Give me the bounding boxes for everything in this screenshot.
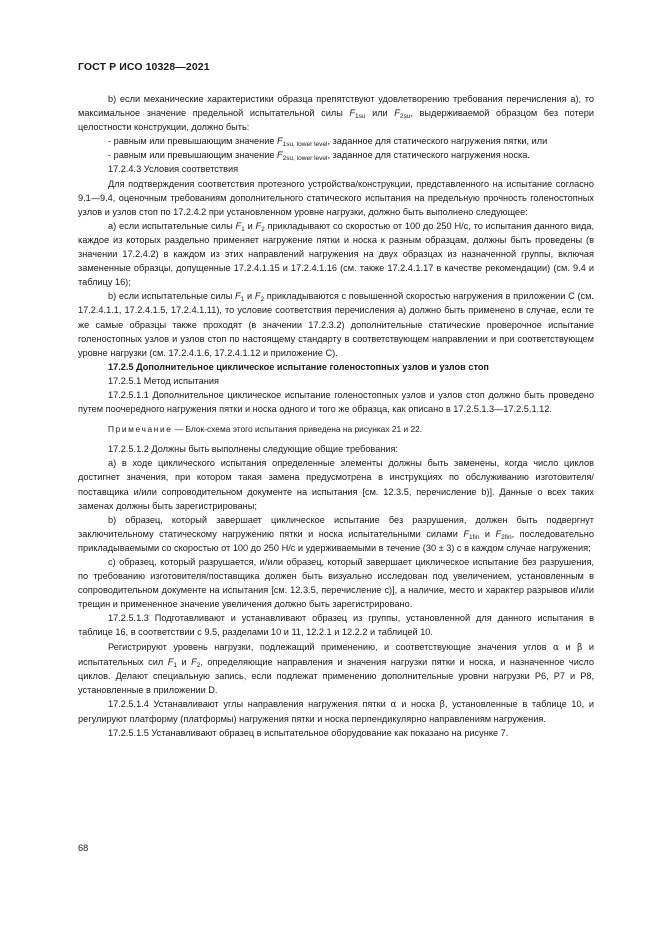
paragraph: b) если механические характеристики образца препятствуют удовлетворению требования перечисления а), то максимальное значение предельной испытательной силы $F_{1su}$ или $F_{2su}$, выдерживаемой образцом без потери целостности конструкции, должно быть: <box>78 94 594 133</box>
paragraph: а) если испытательные силы $F_1$ и $F_2$ прикладывают со скоростью от 100 до 250 Н/с, то испытания данного вида, каждое из которых раздельно применяет нагружение пятки и носка к разным образцам, должны быть проведены (в значении 17.2.4.2) в каждом из этих направлений нагружения на двух образцах из назначенной группы, включая замененные образцы, допущенные 17.2.4.1.15 и 17.2.4.1.16 (см. также 17.2.4.1.17 в качестве рекомендации) (см. 9.4 и таблицу 16); <box>78 220 594 288</box>
paragraph: с) образец, который разрушается, и/или образец, который завершает циклическое испытание без разрушения, по требованию изготовителя/поставщика должен быть визуально исследован под увеличением, установленным в сопроводительном документе на испытания [см. 12.3.5, перечисление с)], а наличие, место и характер разрывов и/или трещин и примененное значение увеличения должно быть зарегистрировано. <box>78 557 594 610</box>
document-header: ГОСТ Р ИСО 10328—2021 <box>78 61 210 73</box>
page-content <box>78 92 594 740</box>
page-number: 68 <box>78 843 89 853</box>
paragraph: а) в ходе циклического испытания определенные элементы должны быть заменены, когда число циклов достигнет значения, при котором такая замена предусмотрена в инструкциях по обслуживанию изготовителя/поставщика и/или сопроводительном документе на испытания [см. 12.3.5, перечисление b)]. Данные о всех таких заменах должны быть зарегистрированы; <box>78 458 594 511</box>
paragraph: 17.2.5.1.1 Дополнительное циклическое испытание голеностопных узлов и узлов стоп должно быть проведено путем поочередного нагружения пятки и носка одного и того же образца, как описано в 17.2.5.1.3—17.2.5.1.12. <box>78 389 594 415</box>
paragraph: b) если испытательные силы $F_1$ и $F_2$ прикладываются с повышенной скоростью нагружения в приложении С (см. 17.2.4.1.1, 17.2.4.1.5, 17.2.4.1.11), то условие соответствия перечисления а) должно быть применено в случае, если те же самые образцы также проходят (в значении 17.2.3.2) дополнительные статические проверочное испытание голеностопных узлов и узлов стоп по настоящему стандарту в соответствующем направлении и при соответствующем уровне нагрузки (см. 17.2.4.1.6, 17.2.4.1.12 и приложение С). <box>78 291 594 358</box>
paragraph: Регистрируют уровень нагрузки, подлежащий применению, и соответствующие значения углов α и β и испытательных сил $F_1$ и $F_2$, определяющие направления и значения нагрузки пятки и носка, и назначенное число циклов. Делают специальную запись, если подлежат применению дополнительные уровни нагрузки Р6, Р7 и Р8, установленные в приложении D. <box>78 641 594 695</box>
paragraph: 17.2.5.1.4 Устанавливают углы направления нагружения пятки α и носка β, установленные в таблице 10, и регулируют платформу (платформы) нагружения пятки и носка перпендикулярно направлениям нагружения. <box>78 698 594 725</box>
paragraph: 17.2.5.1.3 Подготавливают и устанавливают образец из группы, установленной для данного испытания в таблице 16, в соответствии с 9.5, разделами 10 и 11, 12.2.1 и 12.2.2 и таблицей 10. <box>78 613 594 638</box>
paragraph: - равным или превышающим значение $F_{1su, lower level}$, заданное для статического нагружения пятки, или <box>108 136 548 149</box>
paragraph: 17.2.5.1.2 Должны быть выполнены следующие общие требования: <box>108 444 399 455</box>
paragraph: Для подтверждения соответствия протезного устройства/конструкции, представленного на испытание согласно 9.1—9.4, оценочным требованиям дополнительного статического испытания на предельную прочность голеностопных узлов и узлов стоп по 17.2.4.2 при установленном уровне нагрузки, должно быть выполнено следующее: <box>78 178 594 217</box>
section-heading: 17.2.5 Дополнительное циклическое испытание голеностопных узлов и узлов стоп <box>108 361 489 372</box>
paragraph: - равным или превышающим значение $F_{2su, lower level}$, заданное для статического нагружения носка. <box>108 150 530 163</box>
paragraph: 17.2.5.1.5 Устанавливают образец в испытательное оборудование как показано на рисунке 7. <box>108 728 509 739</box>
section-heading: 17.2.4.3 Условия соответствия <box>108 164 239 175</box>
subsection-heading: 17.2.5.1 Метод испытания <box>108 375 219 386</box>
note: Примечание — Блок-схема этого испытания приведена на рисунках 21 и 22. <box>108 424 423 435</box>
paragraph: b) образец, который завершает циклическое испытание без разрушения, должен быть подвергнут заключительному статическому нагружению пятки и носка испытательными силами $F_{1fin}$ и $F_{2fin}$, последовательно прикладываемыми со скоростью от 100 до 250 Н/с и удерживаемыми в течение (30 ± 3) с в каждом случае нагружения; <box>78 514 594 553</box>
